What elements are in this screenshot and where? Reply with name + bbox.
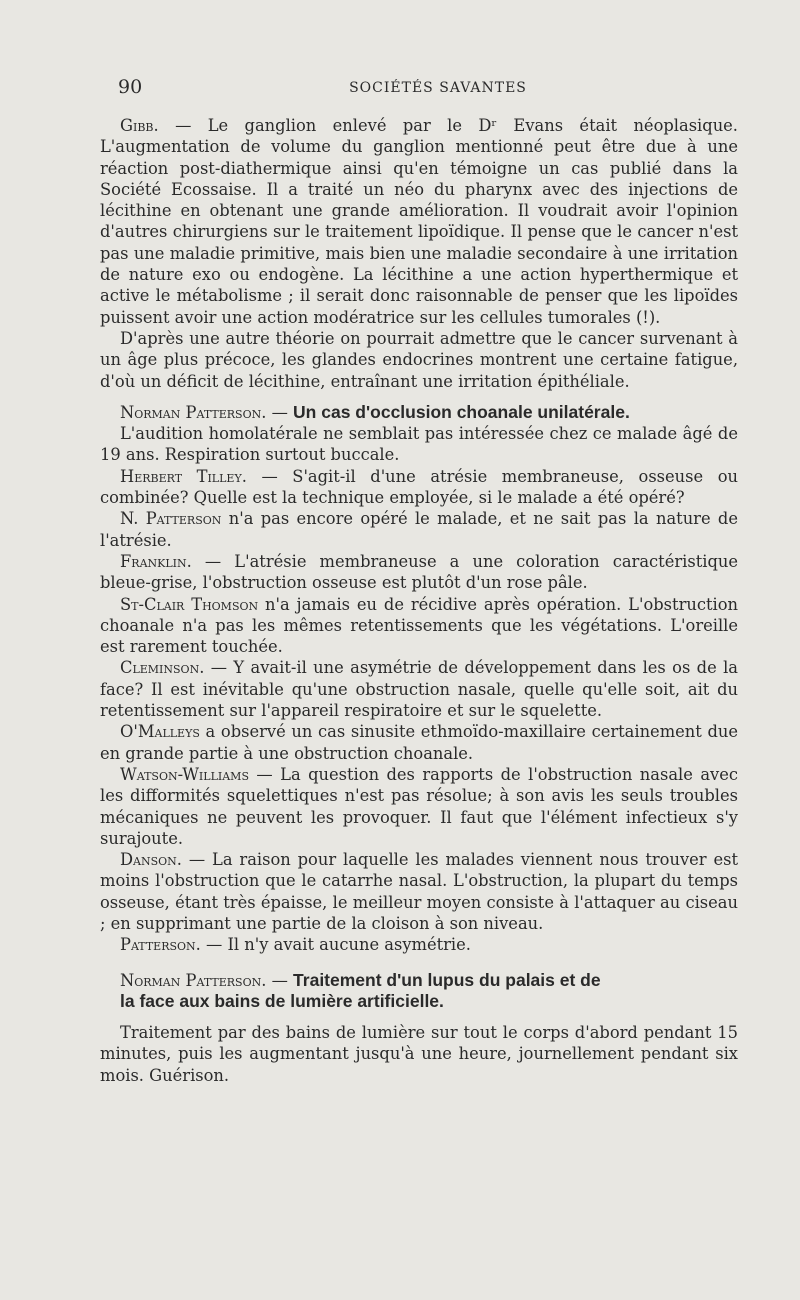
paragraph-text: L'audition homolatérale ne semblait pas intéressée chez ce malade âgé de 19 ans. Respiration surtout buccale. bbox=[100, 424, 738, 465]
page-header bbox=[118, 76, 738, 102]
paragraph-text: D'après une autre théorie on pourrait admettre que le cancer survenant à un âge plus précoce, les glandes endocrines montrent une certaine fatigue, d'où un déficit de lécithine, entraînant une irritation épithéliale. bbox=[100, 328, 738, 391]
paragraph-text: — La question des rapports de l'obstruction nasale avec les difformités squelettiques n'est pas résolue; à son avis les seuls troubles mécaniques ne peuvent les provoquer. Il faut que l'élément infectieux s'y surajoute. bbox=[100, 764, 738, 848]
section-2-title-part1: Traitement d'un lupus du palais et de bbox=[293, 969, 601, 990]
speaker-name: O'Malleys bbox=[120, 722, 200, 742]
speaker-name: Franklin. bbox=[120, 551, 192, 571]
section-2-paragraphs bbox=[100, 1022, 738, 1086]
section-2-author: Norman Patterson. bbox=[120, 970, 267, 990]
paragraph-text: — S'agit-il d'une atrésie membraneuse, osseuse ou combinée? Quelle est la technique employée, si le malade a été opéré? bbox=[100, 466, 738, 508]
paragraph-text: Traitement par des bains de lumière sur tout le corps d'abord pendant 15 minutes, puis les augmentant jusqu'à une heure, journellement pendant six mois. Guérison. bbox=[100, 1023, 738, 1085]
paragraph bbox=[100, 115, 738, 328]
paragraph-text: n'a jamais eu de récidive après opération. L'obstruction choanale n'a pas les mêmes retentissements que les végétations. L'oreille est rarement touchée. bbox=[100, 594, 738, 657]
paragraph bbox=[100, 721, 738, 764]
paragraph bbox=[100, 423, 738, 466]
paragraph-text: — La raison pour laquelle les malades viennent nous trouver est moins l'obstruction que le catarrhe nasal. L'obstruction, la plupart du temps osseuse, étant très épaisse, le meilleur moyen consiste à l'attaquer au ciseau ; en supprimant une partie de la cloison à son niveau. bbox=[100, 850, 738, 933]
section-1-heading bbox=[100, 402, 738, 423]
section-2-heading-cont bbox=[100, 991, 738, 1012]
speaker-name: Gibb. bbox=[120, 116, 159, 135]
paragraph-text: — Le ganglion enlevé par le Dʳ Evans était néoplasique. L'augmentation de volume du ganglion mentionné peut être due à une réaction post-diathermique ainsi qu'en témoigne un cas publié dans la Société Ecossaise. Il a traité un néo du pharynx avec des injections de lécithine en obtenant une grande amélioration. Il voudrait avoir l'opinion d'autres chirurgiens sur le traitement lipoïdique. Il pense que le cancer n'est pas une maladie primitive, mais bien une maladie secondaire à une irritation de nature exo ou endogène. La lécithine a une action hyperthermique et active le métabolisme ; il serait donc raisonnable de penser que les lipoïdes puissent avoir une action modératrice sur les cellules tumorales (!). bbox=[100, 116, 738, 327]
section-1-paragraphs bbox=[100, 423, 738, 955]
paragraph bbox=[100, 594, 738, 658]
paragraph bbox=[100, 1022, 738, 1086]
intro-paragraphs bbox=[100, 115, 738, 392]
paragraph bbox=[100, 508, 738, 551]
page-number: 90 bbox=[118, 76, 143, 98]
speaker-name: Danson. bbox=[120, 850, 182, 870]
paragraph bbox=[100, 934, 738, 955]
paragraph bbox=[100, 466, 738, 509]
paragraph bbox=[100, 657, 738, 721]
paragraph-text: n'a pas encore opéré le malade, et ne sait pas la nature de l'atrésie. bbox=[100, 509, 738, 550]
speaker-name: Patterson. bbox=[120, 935, 201, 955]
paragraph-text: — Y avait-il une asymétrie de développement dans les os de la face? Il est inévitable qu'une obstruction nasale, quelle qu'elle soit, ait du retentissement sur l'appareil respiratoire et sur le squelette. bbox=[100, 658, 738, 721]
speaker-name: Cleminson. bbox=[120, 658, 205, 678]
paragraph bbox=[100, 764, 738, 849]
paragraph-text: a observé un cas sinusite ethmoïdo-maxillaire certainement due en grande partie à une obstruction choanale. bbox=[100, 722, 738, 763]
article-body bbox=[100, 115, 738, 1086]
paragraph bbox=[100, 849, 738, 934]
paragraph bbox=[100, 328, 738, 392]
speaker-name: Watson-Williams bbox=[120, 764, 249, 784]
speaker-name: Herbert Tilley. bbox=[120, 466, 247, 486]
section-1-title: Un cas d'occlusion choanale unilatérale. bbox=[293, 401, 630, 422]
section-2-heading bbox=[100, 970, 738, 991]
paragraph bbox=[100, 551, 738, 594]
section-2-dash: — bbox=[266, 970, 294, 990]
speaker-name: N. Patterson bbox=[120, 509, 222, 529]
running-title: SOCIÉTÉS SAVANTES bbox=[349, 80, 527, 96]
paragraph-text: — L'atrésie membraneuse a une coloration caractéristique bleue-grise, l'obstruction osseuse est plutôt d'un rose pâle. bbox=[100, 551, 738, 593]
section-2-title-part2: la face aux bains de lumière artificielle. bbox=[120, 990, 444, 1011]
speaker-name: St-Clair Thomson bbox=[120, 594, 259, 614]
section-1-dash: — bbox=[266, 402, 294, 422]
section-1-author: Norman Patterson. bbox=[120, 402, 267, 422]
paragraph-text: — Il n'y avait aucune asymétrie. bbox=[200, 935, 471, 955]
